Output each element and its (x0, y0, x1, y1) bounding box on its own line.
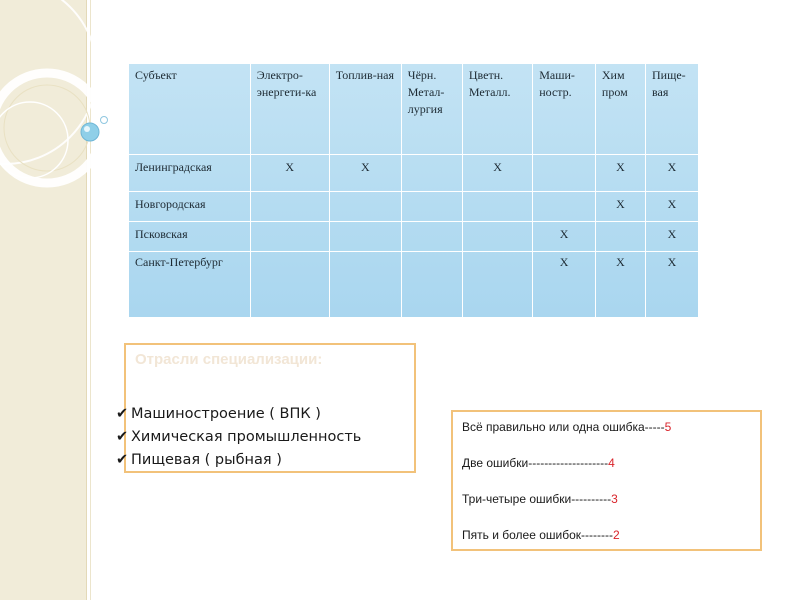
table-cell (250, 192, 329, 222)
specialization-list (116, 403, 361, 472)
grade-number: 4 (608, 456, 615, 470)
table-cell: Х (595, 192, 645, 222)
column-header: Хим пром (595, 64, 645, 155)
table-cell (250, 252, 329, 318)
table-row (129, 222, 699, 252)
list-item-label: Химическая промышленность (131, 429, 362, 445)
table-cell: Х (646, 222, 699, 252)
table-cell: Х (595, 252, 645, 318)
column-header: Чёрн. Метал-лургия (401, 64, 462, 155)
table-cell: Х (646, 192, 699, 222)
table-cell: Х (329, 155, 401, 192)
checkmark-icon: ✔ (116, 452, 129, 468)
table-cell (533, 155, 596, 192)
grade-line (462, 456, 615, 470)
table-cell: Х (646, 155, 699, 192)
list-item-label: Пищевая ( рыбная ) (131, 452, 282, 468)
grade-number: 2 (612, 528, 620, 542)
table-row (129, 252, 699, 318)
checkmark-icon: ✔ (116, 406, 129, 422)
bubble-highlight (84, 126, 90, 132)
list-item (116, 426, 361, 449)
table-cell (595, 222, 645, 252)
table-cell: Х (646, 252, 699, 318)
subject-cell: Псковская (129, 222, 251, 252)
table-cell (250, 222, 329, 252)
grade-line (462, 492, 618, 506)
column-header: Маши-ностр. (533, 64, 596, 155)
column-header: Субъект (129, 64, 251, 155)
table-cell (462, 252, 532, 318)
grade-number: 5 (664, 420, 672, 434)
table-cell (329, 222, 401, 252)
table-cell (401, 222, 462, 252)
grading-criteria-box (451, 410, 762, 551)
table-cell (462, 222, 532, 252)
specialization-table (128, 63, 699, 318)
column-header: Цветн. Металл. (462, 64, 532, 155)
table-cell: Х (533, 252, 596, 318)
table-cell (401, 252, 462, 318)
grade-line (462, 528, 620, 542)
subject-cell: Ленинградская (129, 155, 251, 192)
table-cell: Х (462, 155, 532, 192)
table-cell (462, 192, 532, 222)
grade-criterion: Три-четыре ошибки---------- (462, 492, 612, 506)
column-header: Пище-вая (646, 64, 699, 155)
table-cell (401, 192, 462, 222)
grade-number: 3 (611, 492, 618, 506)
blue-bubble (81, 123, 99, 141)
subject-cell: Новгородская (129, 192, 251, 222)
grade-line (462, 420, 671, 434)
grade-criterion: Пять и более ошибок-------- (462, 528, 613, 542)
table-row (129, 155, 699, 192)
list-item (116, 449, 361, 472)
table-cell (533, 192, 596, 222)
table-cell: Х (533, 222, 596, 252)
specialization-title: Отрасли специализации: (135, 351, 323, 368)
list-item-label: Машиностроение ( ВПК ) (131, 406, 321, 422)
grade-criterion: Всё правильно или одна ошибка----- (462, 420, 665, 434)
column-header: Электро-энергети-ка (250, 64, 329, 155)
list-item (116, 403, 361, 426)
checkmark-icon: ✔ (116, 429, 129, 445)
table-cell: Х (595, 155, 645, 192)
table-cell (329, 192, 401, 222)
table-row (129, 192, 699, 222)
table-cell: Х (250, 155, 329, 192)
table-header-row (129, 64, 699, 155)
column-header: Топлив-ная (329, 64, 401, 155)
grade-criterion: Две ошибки-------------------- (462, 456, 609, 470)
table-cell (329, 252, 401, 318)
subject-cell: Санкт-Петербург (129, 252, 251, 318)
table-cell (401, 155, 462, 192)
